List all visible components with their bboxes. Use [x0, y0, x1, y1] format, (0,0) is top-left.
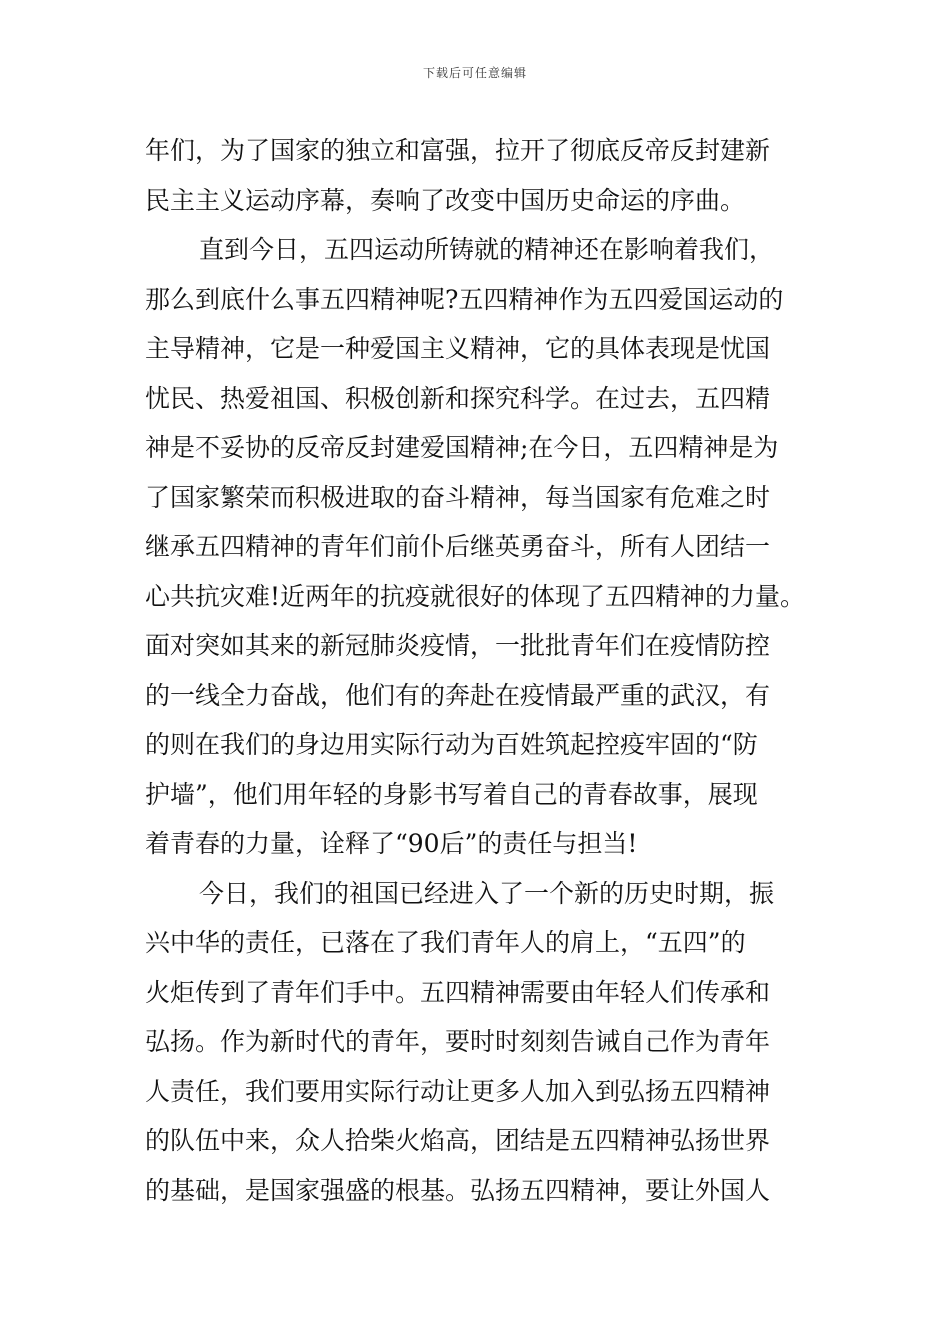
text-line: 的一线全力奋战，他们有的奔赴在疫情最严重的武汉，有 [145, 680, 771, 710]
text-line: 心共抗灾难!近两年的抗疫就很好的体现了五四精神的力量。 [145, 581, 806, 611]
text-line: 忧民、热爱祖国、积极创新和探究科学。在过去，五四精 [145, 383, 771, 413]
paragraph-start-line: 今日，我们的祖国已经进入了一个新的历史时期，振 [199, 878, 775, 908]
text-line: 人责任，我们要用实际行动让更多人加入到弘扬五四精神 [145, 1076, 771, 1106]
text-line: 继承五四精神的青年们前仆后继英勇奋斗，所有人团结一 [145, 532, 771, 561]
text-line: 面对突如其来的新冠肺炎疫情，一批批青年们在疫情防控 [145, 631, 771, 660]
paragraph-start-line: 直到今日，五四运动所铸就的精神还在影响着我们， [199, 235, 775, 264]
page-header: 下载后可任意编辑 [422, 66, 527, 80]
text-line: 的则在我们的身边用实际行动为百姓筑起控疫牢固的“防 [145, 730, 758, 759]
text-line: 神是不妥协的反帝反封建爱国精神;在今日，五四精神是为 [145, 433, 779, 462]
text-line: 主导精神，它是一种爱国主义精神，它的具体表现是忧国 [145, 334, 771, 363]
text-line: 火炬传到了青年们手中。五四精神需要由年轻人们传承和 [145, 977, 771, 1007]
text-line: 民主主义运动序幕，奏响了改变中国历史命运的序曲。 [145, 185, 746, 215]
text-line: 弘扬。作为新时代的青年，要时时刻刻告诫自己作为青年 [145, 1027, 771, 1056]
text-line: 的队伍中来，众人拾柴火焰高，团结是五四精神弘扬世界 [145, 1126, 771, 1155]
text-line: 兴中华的责任，已落在了我们青年人的肩上，“五四”的 [145, 928, 746, 957]
text-line: 着青春的力量，诠释了“90后”的责任与担当! [145, 829, 638, 858]
document-body [145, 126, 825, 1215]
text-line: 年们，为了国家的独立和富强，拉开了彻底反帝反封建新 [145, 136, 771, 165]
text-line: 护墙”，他们用年轻的身影书写着自己的青春故事，展现 [145, 779, 758, 809]
text-line: 的基础，是国家强盛的根基。弘扬五四精神，要让外国人 [145, 1175, 771, 1205]
text-line: 那么到底什么事五四精神呢?五四精神作为五四爱国运动的 [145, 284, 784, 314]
text-line: 了国家繁荣而积极进取的奋斗精神，每当国家有危难之时 [145, 482, 771, 512]
